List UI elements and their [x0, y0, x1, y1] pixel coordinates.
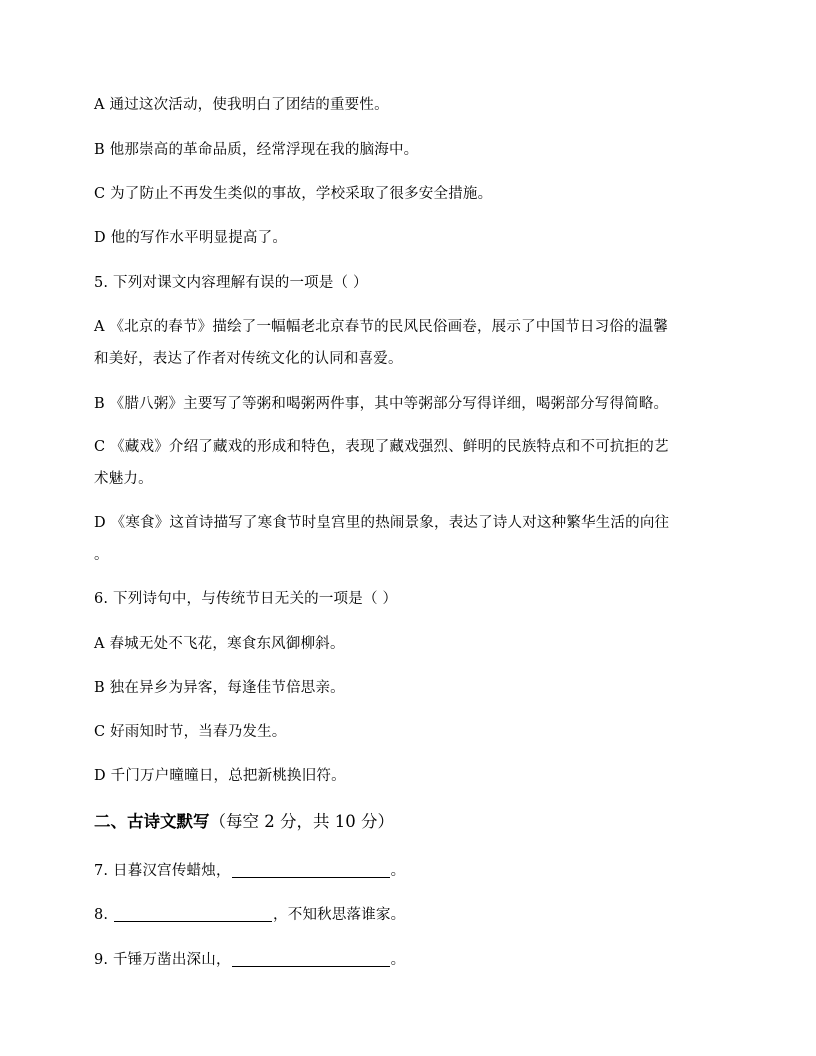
q4-option-b: B 他那崇高的革命品质，经常浮现在我的脑海中。 [94, 142, 419, 158]
q4-option-d: D 他的写作水平明显提高了。 [94, 230, 288, 246]
q8-suffix: ，不知秋思落谁家。 [273, 907, 406, 923]
q6-stem: 6. 下列诗句中，与传统节日无关的一项是（ ） [94, 591, 398, 607]
q5-option-b: B 《腊八粥》主要写了等粥和喝粥两件事，其中等粥部分写得详细，喝粥部分写得简略。 [94, 396, 669, 412]
q5-option-a-line1: A 《北京的春节》描绘了一幅幅老北京春节的民风民俗画卷，展示了中国节日习俗的温馨 [94, 319, 669, 335]
q5-stem: 5. 下列对课文内容理解有误的一项是（ ） [94, 275, 368, 291]
q8-prefix: 8. [94, 907, 114, 923]
q7-suffix: 。 [390, 863, 406, 879]
q6-option-c: C 好雨知时节，当春乃发生。 [94, 724, 287, 740]
q4-option-a: A 通过这次活动，使我明白了团结的重要性。 [94, 97, 389, 113]
q5-option-c-line2: 术魅力。 [94, 471, 153, 487]
q8-answer-blank[interactable] [114, 905, 272, 922]
q4-option-c: C 为了防止不再发生类似的事故，学校采取了很多安全措施。 [94, 186, 493, 202]
q8 [94, 905, 405, 925]
q6-option-b: B 独在异乡为异客，每逢佳节倍思亲。 [94, 680, 345, 696]
q7-answer-blank[interactable] [232, 861, 390, 878]
q7 [94, 861, 405, 881]
section-title: 二、古诗文默写 [94, 812, 210, 831]
q9 [94, 950, 405, 970]
q5-option-d-line1: D 《寒食》这首诗描写了寒食节时皇宫里的热闹景象，表达了诗人对这种繁华生活的向往 [94, 515, 670, 531]
q5-option-a-line2: 和美好，表达了作者对传统文化的认同和喜爱。 [94, 351, 403, 367]
q6-option-a: A 春城无处不飞花，寒食东风御柳斜。 [94, 636, 345, 652]
q5-option-c-line1: C 《藏戏》介绍了藏戏的形成和特色，表现了藏戏强烈、鲜明的民族特点和不可抗拒的艺 [94, 439, 669, 455]
q5-option-d-line2: 。 [94, 547, 109, 563]
q9-suffix: 。 [390, 952, 406, 968]
section-heading [94, 811, 394, 833]
q9-prefix: 9. 千锤万凿出深山， [94, 952, 231, 968]
section-subtitle: （每空 2 分，共 10 分） [209, 812, 394, 831]
q9-answer-blank[interactable] [232, 950, 390, 967]
q6-option-d: D 千门万户曈曈日，总把新桃换旧符。 [94, 768, 346, 784]
q7-prefix: 7. 日暮汉宫传蜡烛， [94, 863, 231, 879]
